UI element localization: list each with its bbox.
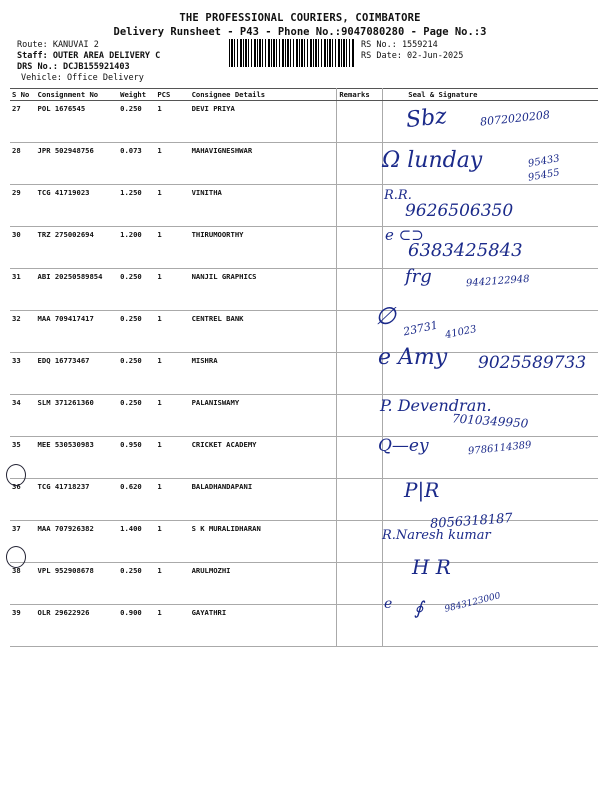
cell-consignment: JPR 502948756 (36, 143, 119, 185)
cell-remarks (337, 437, 383, 479)
cell-weight: 0.250 (118, 395, 155, 437)
signature-scribble: ∮ (414, 598, 424, 619)
cell-sno: 32 (10, 311, 36, 353)
header-remarks: Remarks (337, 89, 383, 101)
signature-scribble: e ⊂⊃ (385, 226, 424, 244)
signature-phone: 7010349950 (451, 411, 529, 431)
header-consignment: Consignment No (36, 89, 119, 101)
company-title: THE PROFESSIONAL COURIERS, COIMBATORE (179, 12, 421, 24)
drs-number: DRS No.: DCJB155921403 (17, 62, 130, 72)
cell-remarks (337, 605, 383, 647)
cell-weight: 0.620 (118, 479, 155, 521)
signature-phone: 8056318187 (429, 511, 514, 532)
signature-note: 95455 (527, 167, 561, 184)
barcode-image (229, 39, 354, 67)
signature-phone: 6383425843 (408, 240, 523, 261)
cell-consignment: TCG 41718237 (36, 479, 119, 521)
cell-consignment: TCG 41719023 (36, 185, 119, 227)
header-weight: Weight (118, 89, 155, 101)
header-signature: Seal & Signature (383, 89, 598, 101)
table-header-row (10, 89, 598, 101)
rs-date: RS Date: 02-Jun-2025 (361, 51, 464, 61)
cell-pcs: 1 (155, 311, 189, 353)
signature-phone: 9626506350 (405, 201, 514, 221)
cell-weight: 0.073 (118, 143, 155, 185)
cell-consignment: OLR 29622926 (36, 605, 119, 647)
table-row (10, 311, 598, 353)
table-row (10, 563, 598, 605)
handwritten-circle-mark (6, 546, 26, 568)
signature-note: 95433 (527, 153, 561, 170)
cell-remarks (337, 479, 383, 521)
cell-sno: 38 (10, 563, 36, 605)
cell-remarks (337, 353, 383, 395)
route-label: Route: KANUVAI 2 (17, 40, 99, 50)
cell-pcs: 1 (155, 437, 189, 479)
cell-consignment: EDQ 16773467 (36, 353, 119, 395)
cell-sno: 29 (10, 185, 36, 227)
cell-remarks (337, 563, 383, 605)
table-row (10, 521, 598, 563)
cell-weight: 0.900 (118, 605, 155, 647)
signature-scribble: Q—ey (378, 436, 429, 456)
vehicle-label: Vehicle: Office Delivery (21, 73, 144, 83)
cell-pcs: 1 (155, 143, 189, 185)
cell-pcs: 1 (155, 269, 189, 311)
cell-sno: 33 (10, 353, 36, 395)
cell-consignee: S K MURALIDHARAN (190, 521, 337, 563)
cell-consignment: SLM 371261360 (36, 395, 119, 437)
signature-phone: 9786114389 (467, 439, 533, 458)
signature-phone: 9843123000 (443, 591, 502, 615)
signature-scribble: Ω lunday (382, 148, 483, 173)
cell-consignment: ABI 20250589854 (36, 269, 119, 311)
cell-pcs: 1 (155, 353, 189, 395)
cell-consignment: MAA 707926382 (36, 521, 119, 563)
signature-phone: 8072020208 (479, 108, 551, 129)
cell-remarks (337, 101, 383, 143)
cell-weight: 0.250 (118, 311, 155, 353)
signature-scribble: e Amy (378, 345, 448, 370)
cell-weight: 0.250 (118, 269, 155, 311)
cell-remarks (337, 143, 383, 185)
cell-weight: 1.200 (118, 227, 155, 269)
table-row (10, 143, 598, 185)
cell-consignee: CENTREL BANK (190, 311, 337, 353)
cell-consignee: MISHRA (190, 353, 337, 395)
handwritten-circle-mark (6, 464, 26, 486)
cell-sno: 27 (10, 101, 36, 143)
cell-consignee: MAHAVIGNESHWAR (190, 143, 337, 185)
cell-weight: 0.250 (118, 101, 155, 143)
cell-consignee: THIRUMOORTHY (190, 227, 337, 269)
runsheet-subtitle: Delivery Runsheet - P43 - Phone No.:9047080280 - Page No.:3 (113, 26, 487, 38)
header-consignee: Consignee Details (190, 89, 337, 101)
cell-sno: 30 (10, 227, 36, 269)
signature-note: 23731 (402, 318, 439, 339)
staff-label: Staff: OUTER AREA DELIVERY C (17, 51, 161, 61)
cell-consignment: TRZ 275002694 (36, 227, 119, 269)
cell-weight: 0.250 (118, 353, 155, 395)
signature-name: R.Naresh kumar (382, 528, 491, 543)
cell-consignee: BALADHANDAPANI (190, 479, 337, 521)
cell-consignment: VPL 952908678 (36, 563, 119, 605)
cell-sno: 28 (10, 143, 36, 185)
cell-weight: 0.950 (118, 437, 155, 479)
cell-pcs: 1 (155, 563, 189, 605)
cell-remarks (337, 227, 383, 269)
cell-consignment: MEE 530530983 (36, 437, 119, 479)
cell-sno: 36 (10, 479, 36, 521)
table-body (10, 101, 598, 647)
cell-pcs: 1 (155, 101, 189, 143)
cell-weight: 1.250 (118, 185, 155, 227)
cell-consignee: PALANISWAMY (190, 395, 337, 437)
cell-consignee: DEVI PRIYA (190, 101, 337, 143)
cell-sno: 39 (10, 605, 36, 647)
signature-scribble: e (384, 596, 393, 612)
cell-consignment: POL 1676545 (36, 101, 119, 143)
table-row (10, 605, 598, 647)
cell-remarks (337, 185, 383, 227)
cell-weight: 1.400 (118, 521, 155, 563)
cell-consignee: VINITHA (190, 185, 337, 227)
header-pcs: PCS (155, 89, 189, 101)
cell-pcs: 1 (155, 227, 189, 269)
cell-weight: 0.250 (118, 563, 155, 605)
cell-sno: 31 (10, 269, 36, 311)
cell-consignee: ARULMOZHI (190, 563, 337, 605)
signature-name: P. Devendran. (380, 396, 492, 415)
cell-consignee: GAYATHRI (190, 605, 337, 647)
cell-consignee: CRICKET ACADEMY (190, 437, 337, 479)
cell-sno: 34 (10, 395, 36, 437)
cell-remarks (337, 395, 383, 437)
signature-scribble: frg (405, 266, 432, 287)
header-sno: S No (10, 89, 36, 101)
signature-scribble: Sbz (404, 103, 448, 134)
cell-pcs: 1 (155, 395, 189, 437)
signature-phone: 9442122948 (465, 273, 530, 290)
signature-initials: P|R (404, 478, 440, 502)
rs-number: RS No.: 1559214 (361, 40, 438, 50)
cell-sno: 37 (10, 521, 36, 563)
cell-pcs: 1 (155, 521, 189, 563)
signature-note: 41023 (444, 323, 478, 342)
cell-consignment: MAA 709417417 (36, 311, 119, 353)
cell-sno: 35 (10, 437, 36, 479)
cell-pcs: 1 (155, 479, 189, 521)
cell-remarks (337, 521, 383, 563)
signature-scribble: ∅ (375, 302, 396, 330)
cell-consignee: NANJIL GRAPHICS (190, 269, 337, 311)
cell-pcs: 1 (155, 185, 189, 227)
signature-scribble: R.R. (384, 188, 412, 203)
signature-initials: H R (412, 555, 451, 579)
cell-pcs: 1 (155, 605, 189, 647)
signature-phone: 9025589733 (478, 353, 587, 373)
